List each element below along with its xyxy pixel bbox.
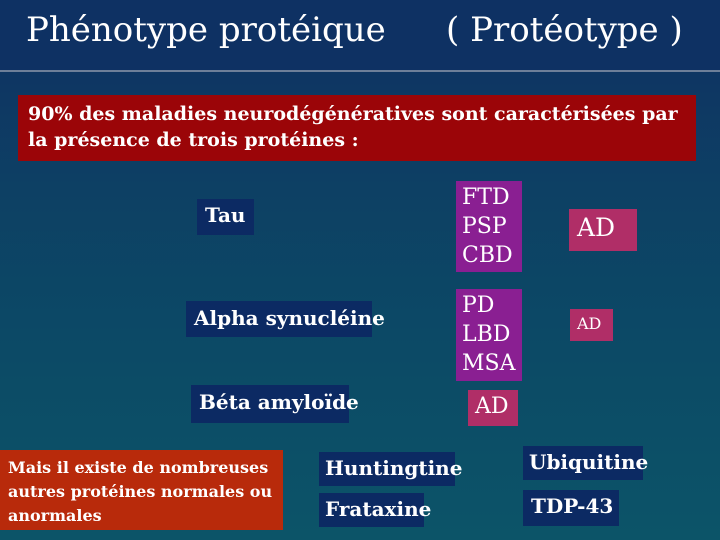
protein-ubiquitine <box>523 446 649 480</box>
disease-ad-alpha-label: AD <box>577 314 602 333</box>
disease-psp: PSP <box>462 214 507 239</box>
title-bar <box>0 0 720 72</box>
disease-msa: MSA <box>462 351 516 376</box>
disease-ad-tau-label: AD <box>577 213 616 242</box>
protein-frataxine <box>319 493 432 527</box>
slide-title-alt: ( Protéotype ) <box>446 10 683 50</box>
protein-tdp43 <box>523 490 619 526</box>
disease-group-alpha <box>456 289 522 381</box>
note-other-proteins: Mais il existe de nombreuses autres protéines normales ou anormales <box>0 450 283 530</box>
protein-tau-label: Tau <box>205 203 246 227</box>
protein-tau <box>197 199 254 235</box>
disease-ad-beta <box>468 390 518 426</box>
protein-huntingtine <box>319 452 463 486</box>
protein-beta-amyloide <box>191 385 359 423</box>
protein-beta-amyloide-label: Béta amyloïde <box>199 390 359 414</box>
disease-ad-tau <box>569 209 637 251</box>
protein-huntingtine-label: Huntingtine <box>325 456 463 480</box>
disease-ftd: FTD <box>462 185 510 210</box>
protein-alpha-synucleine-label: Alpha synucléine <box>194 306 385 330</box>
disease-ad-alpha <box>570 309 613 341</box>
protein-frataxine-label: Frataxine <box>325 497 432 521</box>
disease-pd: PD <box>462 293 495 318</box>
slide-title: Phénotype protéique <box>26 10 386 50</box>
protein-alpha-synucleine <box>186 301 385 337</box>
disease-lbd: LBD <box>462 322 511 347</box>
disease-cbd: CBD <box>462 243 513 268</box>
intro-text: 90% des maladies neurodégénératives sont caractérisées par la présence de trois protéines : <box>18 95 696 161</box>
protein-tdp43-label: TDP-43 <box>531 494 614 518</box>
disease-group-tau <box>456 181 522 272</box>
disease-ad-beta-label: AD <box>475 394 509 419</box>
protein-ubiquitine-label: Ubiquitine <box>529 450 649 474</box>
